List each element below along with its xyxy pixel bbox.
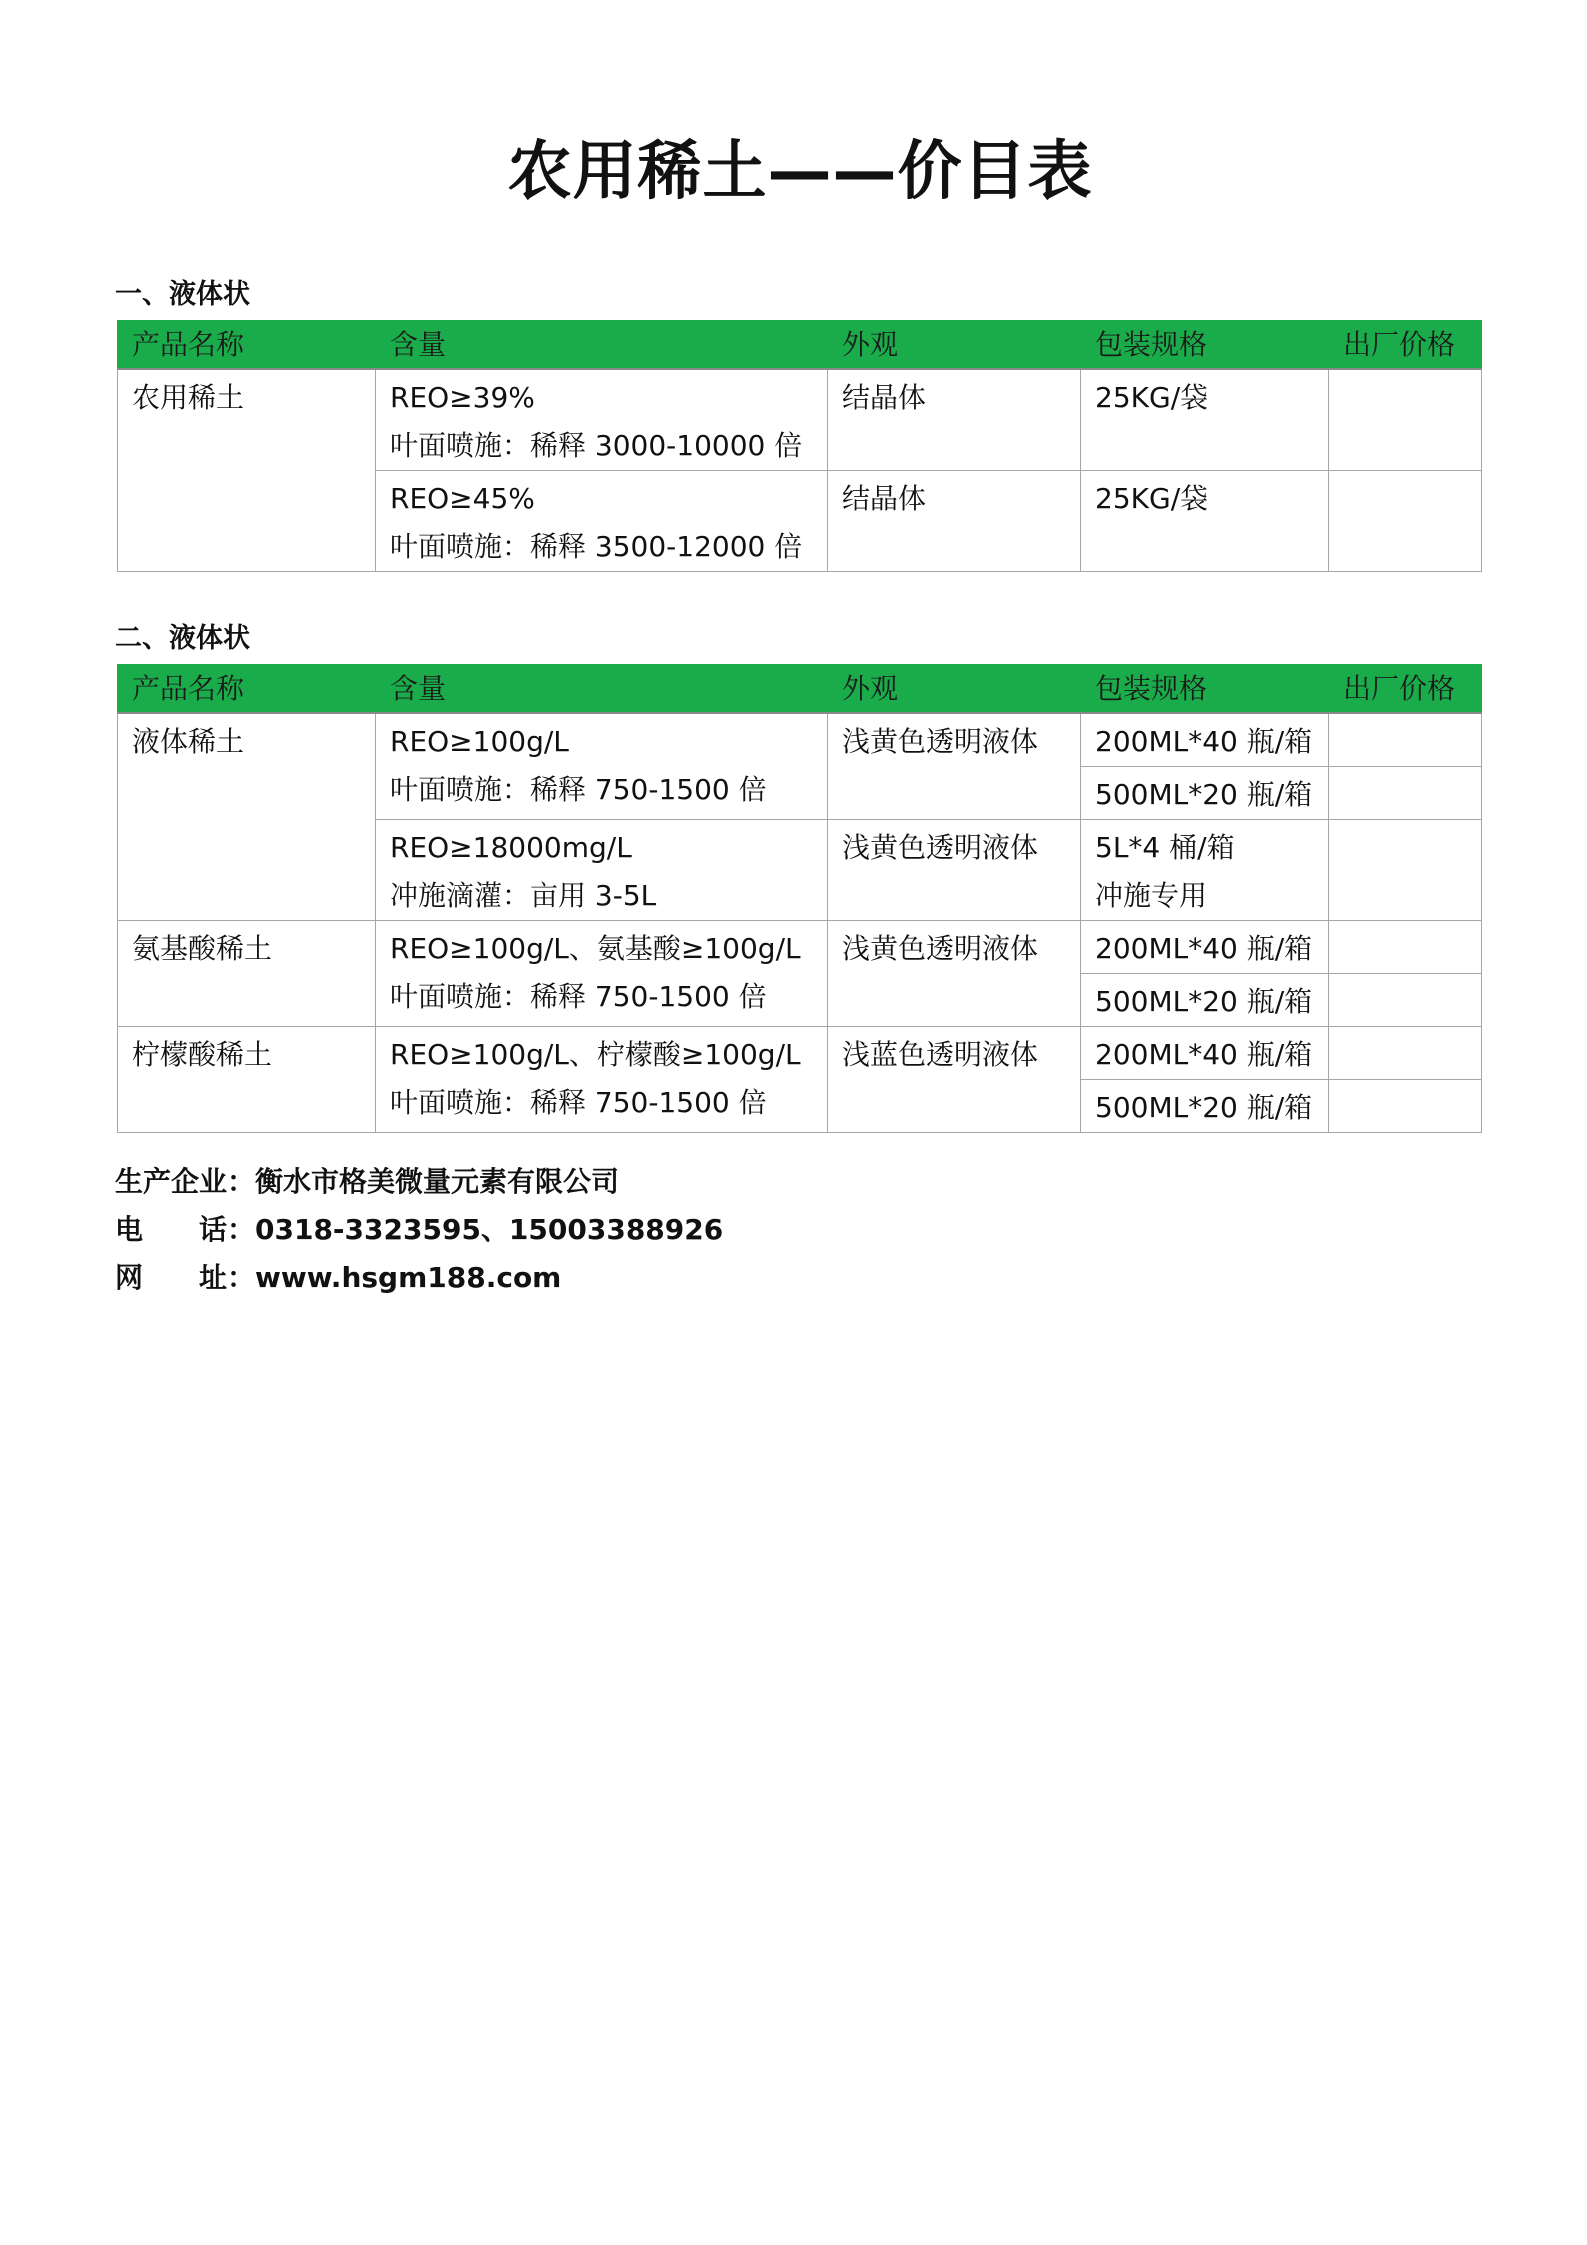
footer-phone (115, 1210, 723, 1250)
page-title: 农用稀土——价目表 (507, 135, 1093, 209)
price-cell (1329, 471, 1482, 572)
price-table-2 (117, 664, 1482, 1133)
header-content: 含量 (376, 321, 828, 370)
table-header-row (118, 665, 1482, 714)
content-cell (376, 1027, 828, 1133)
usage-line: 冲施滴灌：亩用 3-5L (390, 879, 657, 912)
product-name-cell: 柠檬酸稀土 (118, 1027, 376, 1133)
header-content: 含量 (376, 665, 828, 714)
table-header-row (118, 321, 1482, 370)
product-name-cell: 液体稀土 (118, 713, 376, 921)
appearance-cell: 结晶体 (828, 471, 1081, 572)
appearance-cell: 浅黄色透明液体 (828, 820, 1081, 921)
packaging-cell: 500ML*20 瓶/箱 (1081, 1080, 1329, 1133)
appearance-cell: 浅黄色透明液体 (828, 713, 1081, 820)
price-cell (1329, 1080, 1482, 1133)
usage-line: 叶面喷施：稀释 750-1500 倍 (390, 773, 767, 806)
content-line: REO≥39% (390, 381, 535, 414)
header-price: 出厂价格 (1329, 665, 1482, 714)
price-cell (1329, 820, 1482, 921)
product-name-cell: 农用稀土 (118, 369, 376, 572)
table-row (118, 369, 1482, 471)
packaging-cell (1081, 820, 1329, 921)
section-heading-1: 一、液体状 (115, 279, 250, 310)
header-packaging: 包装规格 (1081, 321, 1329, 370)
section-heading-2: 二、液体状 (115, 623, 250, 654)
phone-number: 0318-3323595、15003388926 (255, 1213, 724, 1246)
packaging-note: 冲施专用 (1095, 879, 1208, 912)
content-line: REO≥100g/L、柠檬酸≥100g/L (390, 1038, 801, 1071)
usage-line: 叶面喷施：稀释 750-1500 倍 (390, 980, 767, 1013)
content-cell (376, 369, 828, 471)
header-price: 出厂价格 (1329, 321, 1482, 370)
usage-line: 叶面喷施：稀释 750-1500 倍 (390, 1086, 767, 1119)
content-line: REO≥100g/L (390, 725, 569, 758)
header-product-name: 产品名称 (118, 321, 376, 370)
content-cell (376, 921, 828, 1027)
packaging-line: 5L*4 桶/箱 (1095, 831, 1235, 864)
company-label: 生产企业： (115, 1165, 256, 1198)
header-appearance: 外观 (828, 665, 1081, 714)
appearance-cell: 浅蓝色透明液体 (828, 1027, 1081, 1133)
company-name: 衡水市格美微量元素有限公司 (255, 1165, 620, 1198)
price-cell (1329, 713, 1482, 767)
phone-label: 电 话： (115, 1213, 256, 1246)
header-appearance: 外观 (828, 321, 1081, 370)
price-cell (1329, 1027, 1482, 1080)
packaging-cell: 200ML*40 瓶/箱 (1081, 1027, 1329, 1080)
content-line: REO≥45% (390, 482, 535, 515)
price-cell (1329, 369, 1482, 471)
header-packaging: 包装规格 (1081, 665, 1329, 714)
appearance-cell: 浅黄色透明液体 (828, 921, 1081, 1027)
table-row (118, 921, 1482, 974)
website-url[interactable]: www.hsgm188.com (255, 1261, 562, 1294)
content-line: REO≥18000mg/L (390, 831, 632, 864)
table-row (118, 1027, 1482, 1080)
price-cell (1329, 974, 1482, 1027)
packaging-cell: 25KG/袋 (1081, 471, 1329, 572)
usage-line: 叶面喷施：稀释 3000-10000 倍 (390, 429, 803, 462)
content-cell (376, 713, 828, 820)
table-row (118, 713, 1482, 767)
price-cell (1329, 921, 1482, 974)
product-name-cell: 氨基酸稀土 (118, 921, 376, 1027)
footer-company (115, 1162, 619, 1202)
content-line: REO≥100g/L、氨基酸≥100g/L (390, 932, 801, 965)
packaging-cell: 500ML*20 瓶/箱 (1081, 974, 1329, 1027)
packaging-cell: 500ML*20 瓶/箱 (1081, 767, 1329, 820)
packaging-cell: 200ML*40 瓶/箱 (1081, 921, 1329, 974)
usage-line: 叶面喷施：稀释 3500-12000 倍 (390, 530, 803, 563)
price-table-1 (117, 320, 1482, 572)
packaging-cell: 200ML*40 瓶/箱 (1081, 713, 1329, 767)
header-product-name: 产品名称 (118, 665, 376, 714)
content-cell (376, 471, 828, 572)
content-cell (376, 820, 828, 921)
price-cell (1329, 767, 1482, 820)
footer-website (115, 1258, 561, 1298)
packaging-cell: 25KG/袋 (1081, 369, 1329, 471)
website-label: 网 址： (115, 1261, 256, 1294)
appearance-cell: 结晶体 (828, 369, 1081, 471)
